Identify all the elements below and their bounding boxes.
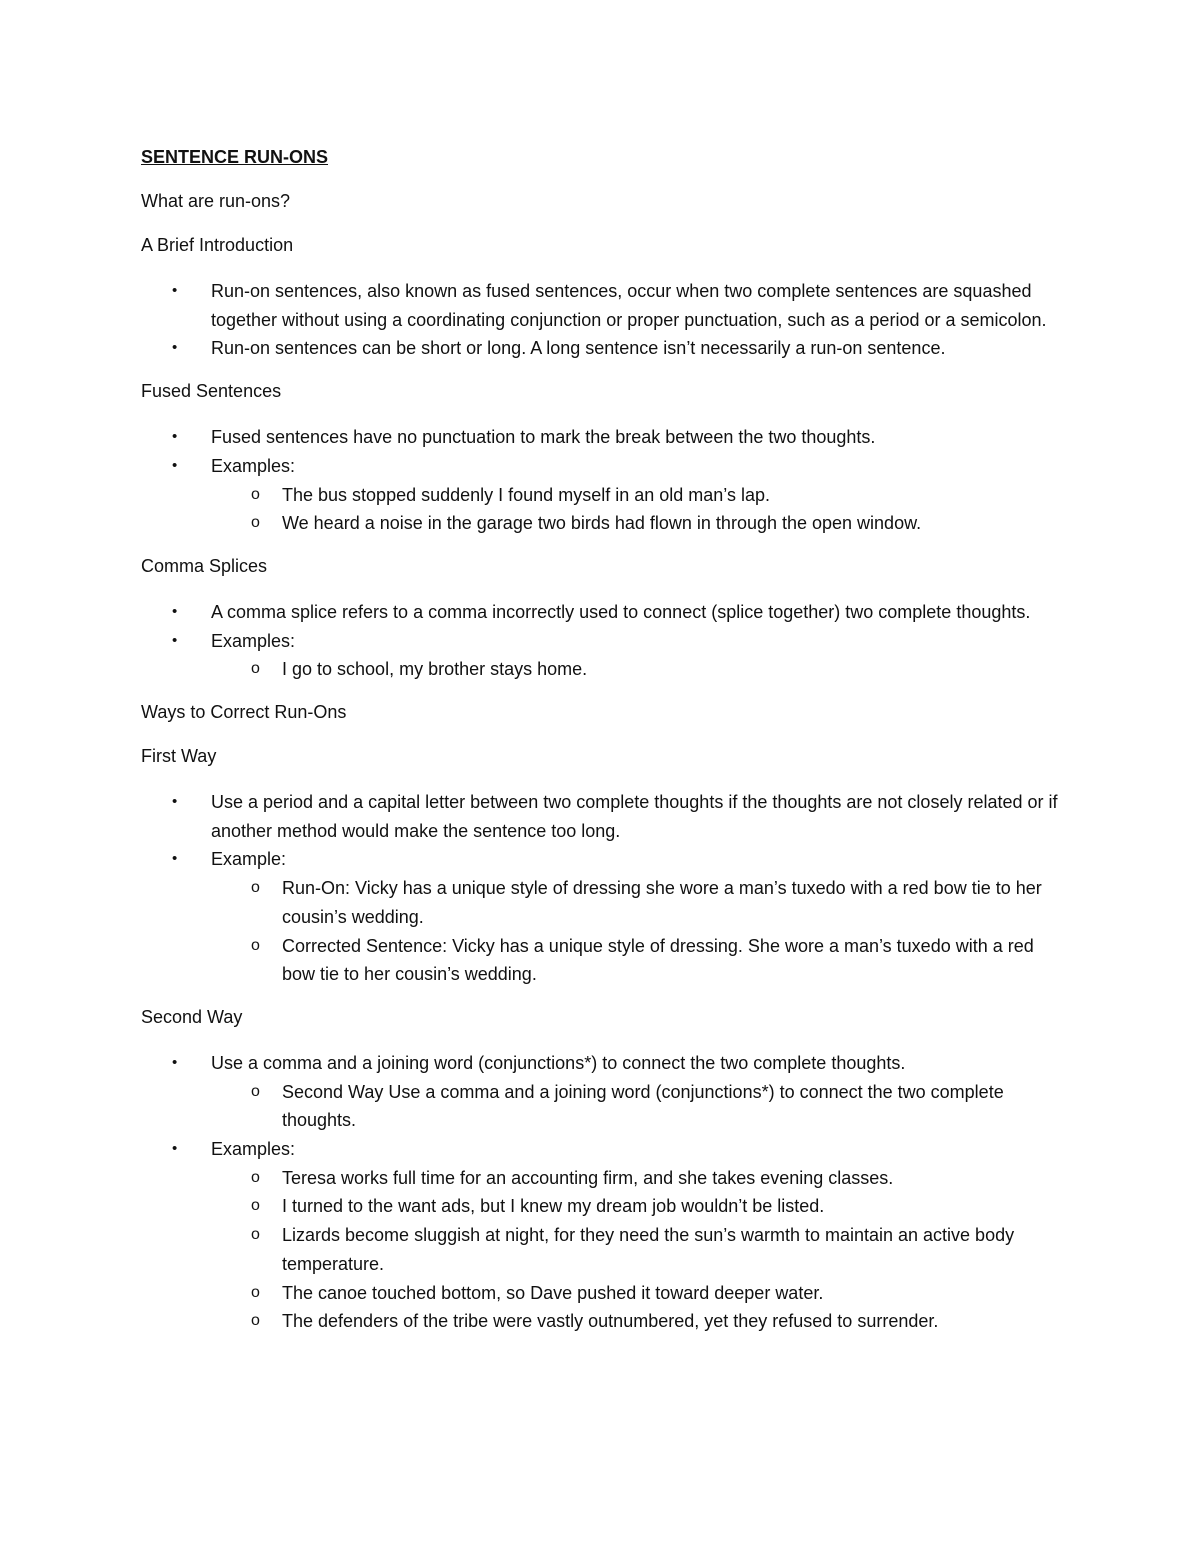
sub-bullet-icon: o xyxy=(251,1283,260,1301)
document-title: SENTENCE RUN-ONS xyxy=(141,147,329,167)
list-item-text: Example: xyxy=(211,849,287,870)
second-way-list xyxy=(141,1049,1071,1336)
example-text: Teresa works full time for an accounting firm, and she takes evening classes. xyxy=(282,1167,894,1188)
bullet-icon: • xyxy=(172,339,178,357)
example-text: We heard a noise in the garage two birds had flown in through the open window. xyxy=(282,513,922,534)
section-heading-fused: Fused Sentences xyxy=(141,381,282,402)
bullet-icon: • xyxy=(172,602,178,620)
intro-list xyxy=(141,277,1071,363)
sub-bullet-icon: o xyxy=(251,1082,260,1100)
bullet-icon: • xyxy=(172,1053,178,1071)
bullet-icon: • xyxy=(172,282,178,299)
list-item xyxy=(141,1049,1071,1135)
sub-bullet-icon: o xyxy=(251,514,260,532)
list-item-text: Examples: xyxy=(211,1139,296,1160)
section-heading-ways: Ways to Correct Run-Ons xyxy=(141,702,347,723)
example-text: I turned to the want ads, but I knew my dream job wouldn’t be listed. xyxy=(282,1196,825,1217)
example-text: Run-On: Vicky has a unique style of dressing she wore a man’s tuxedo with a red bow tie to her cousin’s wedding. xyxy=(282,878,1042,927)
bullet-icon: • xyxy=(172,1140,178,1158)
sub-bullet-icon: o xyxy=(251,1168,260,1186)
sub-bullet-icon: o xyxy=(251,1312,260,1330)
list-item xyxy=(141,423,1071,452)
list-item xyxy=(141,277,1071,334)
first-way-list xyxy=(141,788,1071,989)
sub-bullet-icon: o xyxy=(251,1226,260,1244)
example-item xyxy=(211,874,1071,931)
question-heading: What are run-ons? xyxy=(141,191,291,211)
list-item xyxy=(141,334,1071,363)
sub-list-item-text: Second Way Use a comma and a joining word (conjunctions*) to connect the two complete thoughts. xyxy=(282,1081,1004,1131)
list-item-text: A comma splice refers to a comma incorrectly used to connect (splice together) two complete thoughts. xyxy=(211,601,1031,622)
first-way-examples xyxy=(211,874,1071,989)
example-text: Corrected Sentence: Vicky has a unique style of dressing. She wore a man’s tuxedo with a red bow tie to her cousin’s wedding. xyxy=(282,935,1034,985)
comma-examples xyxy=(211,655,1071,684)
list-item-text: Run-on sentences, also known as fused sentences, occur when two complete sentences are squashed together without using a coordinating conjunction or proper punctuation, such as a period or a semicolon. xyxy=(211,281,1047,330)
list-item-text: Examples: xyxy=(211,630,296,651)
sub-bullet-icon: o xyxy=(251,660,260,678)
example-text: I go to school, my brother stays home. xyxy=(282,659,588,680)
example-text: The canoe touched bottom, so Dave pushed it toward deeper water. xyxy=(282,1282,824,1303)
list-item-text: Run-on sentences can be short or long. A long sentence isn’t necessarily a run-on sentence. xyxy=(211,338,946,359)
sub-bullet-icon: o xyxy=(251,936,260,954)
fused-examples xyxy=(211,481,1071,538)
example-item xyxy=(211,1164,1071,1193)
example-item xyxy=(211,932,1071,989)
fused-list xyxy=(141,423,1071,538)
section-heading-second-way: Second Way xyxy=(141,1006,243,1027)
example-item xyxy=(211,1192,1071,1221)
bullet-icon: • xyxy=(172,793,178,811)
sub-bullet-icon: o xyxy=(251,1197,260,1215)
list-item xyxy=(141,845,1071,989)
sub-bullet-icon: o xyxy=(251,879,260,897)
list-item xyxy=(141,627,1071,684)
example-text: Lizards become sluggish at night, for they need the sun’s warmth to maintain an active body temperature. xyxy=(282,1225,1015,1274)
example-text: The defenders of the tribe were vastly outnumbered, yet they refused to surrender. xyxy=(282,1311,939,1332)
example-item xyxy=(211,1307,1071,1336)
second-way-examples xyxy=(211,1164,1071,1336)
comma-list xyxy=(141,598,1071,684)
example-item xyxy=(211,509,1071,538)
list-item xyxy=(141,598,1071,627)
list-item xyxy=(141,1135,1071,1336)
list-item xyxy=(141,788,1071,845)
sub-list-item xyxy=(211,1078,1071,1135)
bullet-icon: • xyxy=(172,850,178,868)
example-item xyxy=(211,481,1071,510)
sub-bullet-icon: o xyxy=(251,485,260,503)
example-item xyxy=(211,1279,1071,1308)
section-heading-comma: Comma Splices xyxy=(141,555,268,576)
bullet-icon: • xyxy=(172,631,178,649)
section-heading-intro: A Brief Introduction xyxy=(141,235,294,255)
list-item xyxy=(141,452,1071,538)
second-way-sub-list xyxy=(211,1078,1071,1135)
example-item xyxy=(211,655,1071,684)
list-item-text: Fused sentences have no punctuation to mark the break between the two thoughts. xyxy=(211,427,876,448)
list-item-text: Use a comma and a joining word (conjunctions*) to connect the two complete thoughts. xyxy=(211,1052,906,1073)
section-heading-first-way: First Way xyxy=(141,746,217,767)
example-item xyxy=(211,1221,1071,1278)
example-text: The bus stopped suddenly I found myself in an old man’s lap. xyxy=(282,484,770,505)
bullet-icon: • xyxy=(172,428,178,446)
bullet-icon: • xyxy=(172,456,178,474)
document-body xyxy=(141,145,1071,1352)
list-item-text: Use a period and a capital letter between two complete thoughts if the thoughts are not closely related or if another method would make the sentence too long. xyxy=(211,792,1058,841)
list-item-text: Examples: xyxy=(211,455,296,476)
